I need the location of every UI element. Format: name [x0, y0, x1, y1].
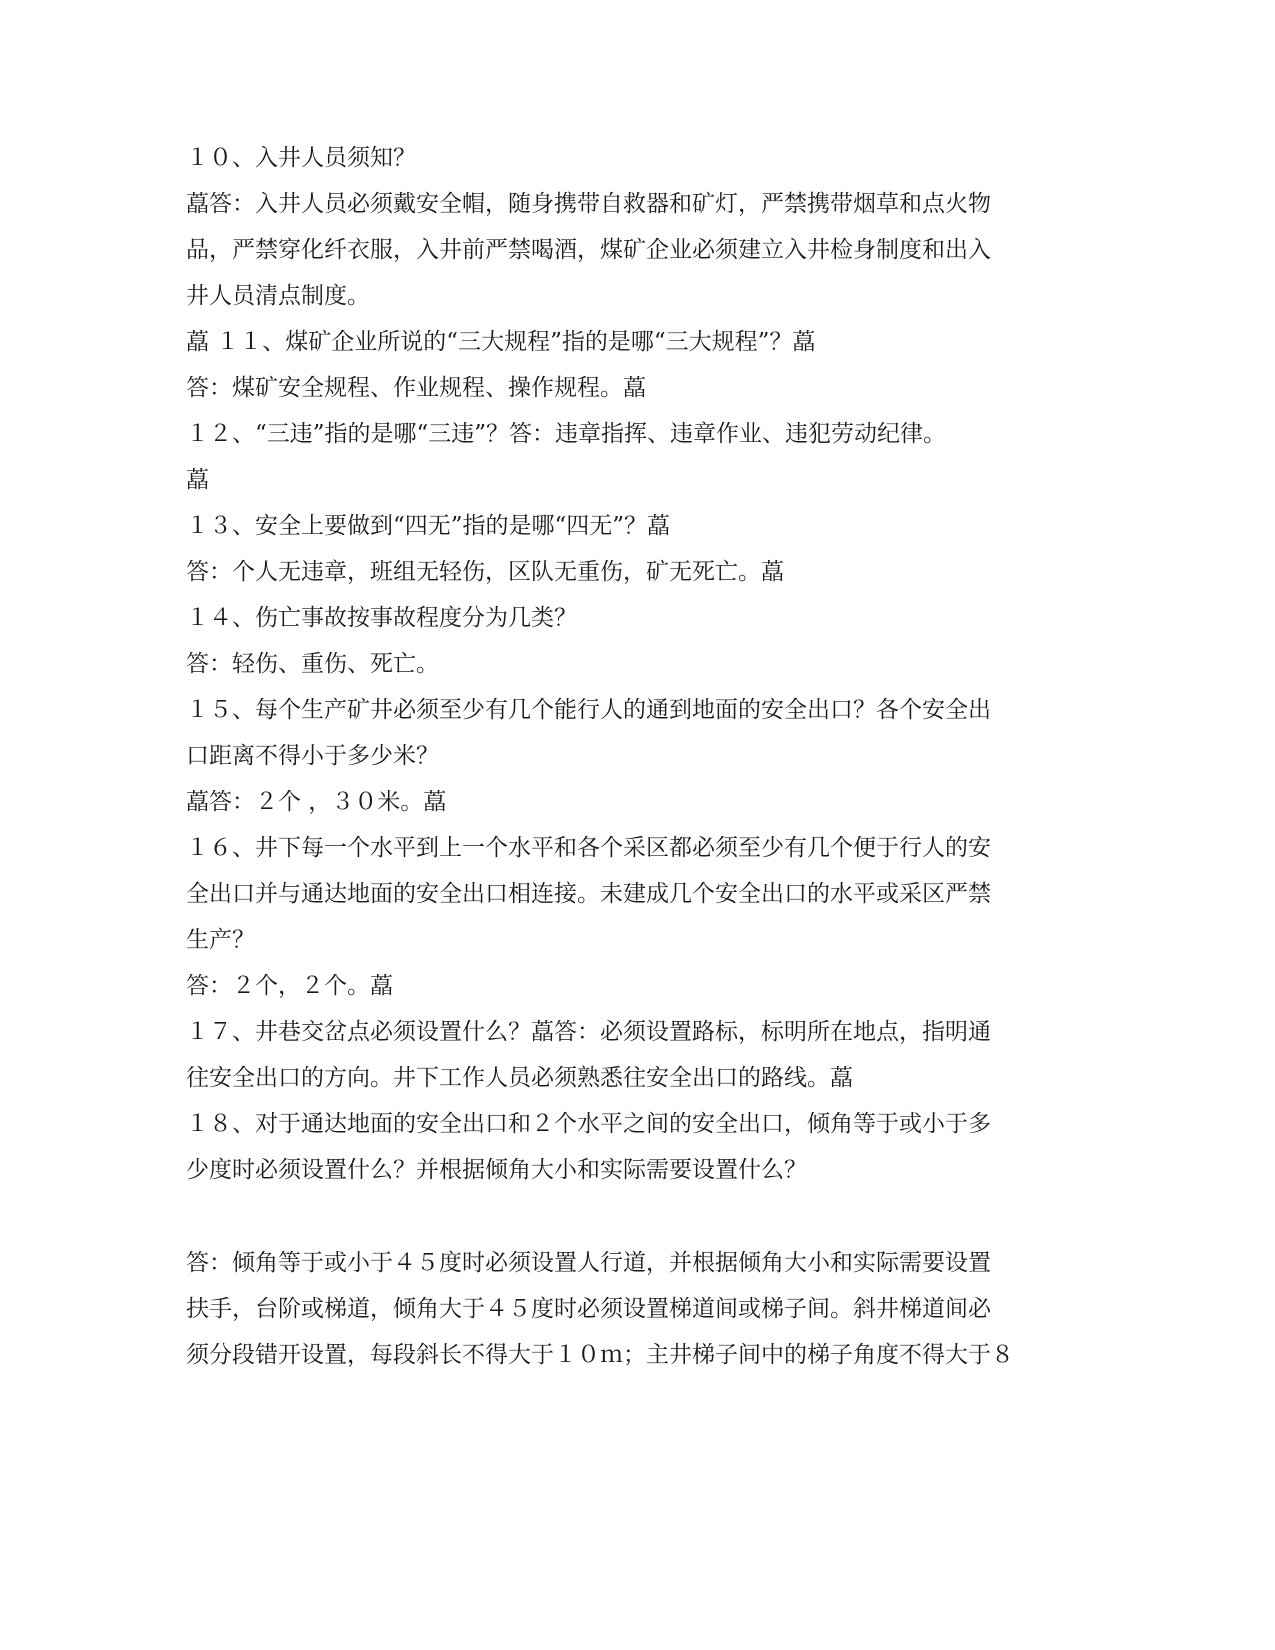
- answer-14: 答：轻伤、重伤、死亡。: [186, 651, 439, 677]
- question-answer-17-line-2: 往安全出口的方向。井下工作人员必须熟悉往安全出口的路线。藠: [186, 1065, 853, 1091]
- question-answer-17-line-1: １７、井巷交岔点必须设置什么？藠答：必须设置路标，标明所在地点，指明通: [186, 1019, 991, 1045]
- answer-18-line-2: 扶手，台阶或梯道，倾角大于４５度时必须设置梯道间或梯子间。斜井梯道间必: [186, 1296, 991, 1322]
- answer-16: 答：２个，２个。藠: [186, 973, 393, 999]
- answer-18-line-1: 答：倾角等于或小于４５度时必须设置人行道，并根据倾角大小和实际需要设置: [186, 1250, 991, 1276]
- answer-18-line-3: 须分段错开设置，每段斜长不得大于１０ｍ；主井梯子间中的梯子角度不得大于８: [186, 1342, 1014, 1368]
- question-18-line-1: １８、对于通达地面的安全出口和２个水平之间的安全出口，倾角等于或小于多: [186, 1111, 991, 1137]
- question-16-line-3: 生产？: [186, 927, 255, 953]
- question-answer-12: １２、“三违”指的是哪“三违”？答：违章指挥、违章作业、违犯劳动纪律。: [186, 421, 947, 447]
- question-15-line-1: １５、每个生产矿井必须至少有几个能行人的通到地面的安全出口？各个安全出: [186, 697, 991, 723]
- question-16-line-1: １６、井下每一个水平到上一个水平和各个采区都必须至少有几个便于行人的安: [186, 835, 991, 861]
- answer-13: 答：个人无违章，班组无轻伤，区队无重伤，矿无死亡。藠: [186, 559, 784, 585]
- question-15-line-2: 口距离不得小于多少米？: [186, 743, 439, 769]
- answer-15: 藠答：２个 ，３０米。藠: [186, 789, 447, 815]
- question-11: 藠 １１、煤矿企业所说的“三大规程”指的是哪“三大规程”？藠: [186, 329, 816, 355]
- question-13: １３、安全上要做到“四无”指的是哪“四无”？藠: [186, 513, 671, 539]
- answer-11: 答：煤矿安全规程、作业规程、操作规程。藠: [186, 375, 646, 401]
- answer-10-line-2: 品，严禁穿化纤衣服，入井前严禁喝酒，煤矿企业必须建立入井检身制度和出入: [186, 237, 991, 263]
- answer-10-line-1: 藠答：入井人员必须戴安全帽，随身携带自救器和矿灯，严禁携带烟草和点火物: [186, 191, 991, 217]
- question-18-line-2: 少度时必须设置什么？并根据倾角大小和实际需要设置什么？: [186, 1157, 807, 1183]
- answer-10-line-3: 井人员清点制度。: [186, 283, 370, 309]
- question-answer-12-tail: 藠: [186, 467, 209, 493]
- question-16-line-2: 全出口并与通达地面的安全出口相连接。未建成几个安全出口的水平或采区严禁: [186, 881, 991, 907]
- question-14: １４、伤亡事故按事故程度分为几类？: [186, 605, 577, 631]
- question-10: １０、入井人员须知？: [186, 145, 416, 171]
